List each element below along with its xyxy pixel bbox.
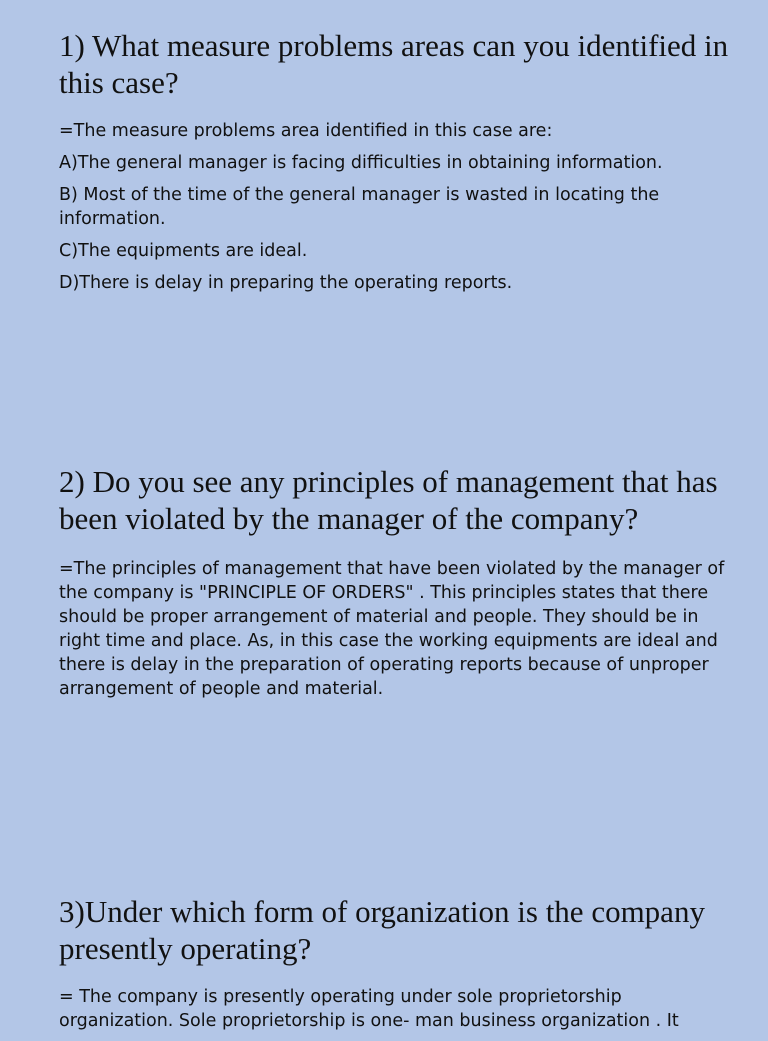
answer-3-body xyxy=(59,985,729,1033)
answer-1-intro: =The measure problems area identified in this case are: xyxy=(59,121,553,141)
answer-2-body xyxy=(59,557,729,701)
answer-1-item-b: B) Most of the time of the general manager is wasted in locating the information. xyxy=(59,185,660,229)
question-2-heading: 2) Do you see any principles of management that has been violated by the manager of the company? xyxy=(59,464,718,536)
question-3-heading: 3)Under which form of organization is the company presently operating? xyxy=(59,894,705,966)
answer-3-paragraph: = The company is presently operating under sole proprietorship organization. Sole proprietorship is one- man business organization . It xyxy=(59,987,679,1031)
question-section-1 xyxy=(59,27,729,303)
answer-1-item-c: C)The equipments are ideal. xyxy=(59,241,308,261)
question-section-2 xyxy=(59,463,729,709)
answer-1-list xyxy=(59,119,729,295)
answer-1-item-d: D)There is delay in preparing the operating reports. xyxy=(59,273,513,293)
question-section-3 xyxy=(59,893,729,1041)
question-1-heading: 1) What measure problems areas can you identified in this case? xyxy=(59,28,729,100)
answer-1-item-a: A)The general manager is facing difficulties in obtaining information. xyxy=(59,153,663,173)
answer-2-paragraph: =The principles of management that have been violated by the manager of the company is "PRINCIPLE OF ORDERS" . This principles states that there should be proper arrangement of material and people. They should be in right time and place. As, in this case the working equipments are ideal and there is delay in the preparation of operating reports because of unproper arrangement of people and material. xyxy=(59,559,725,699)
